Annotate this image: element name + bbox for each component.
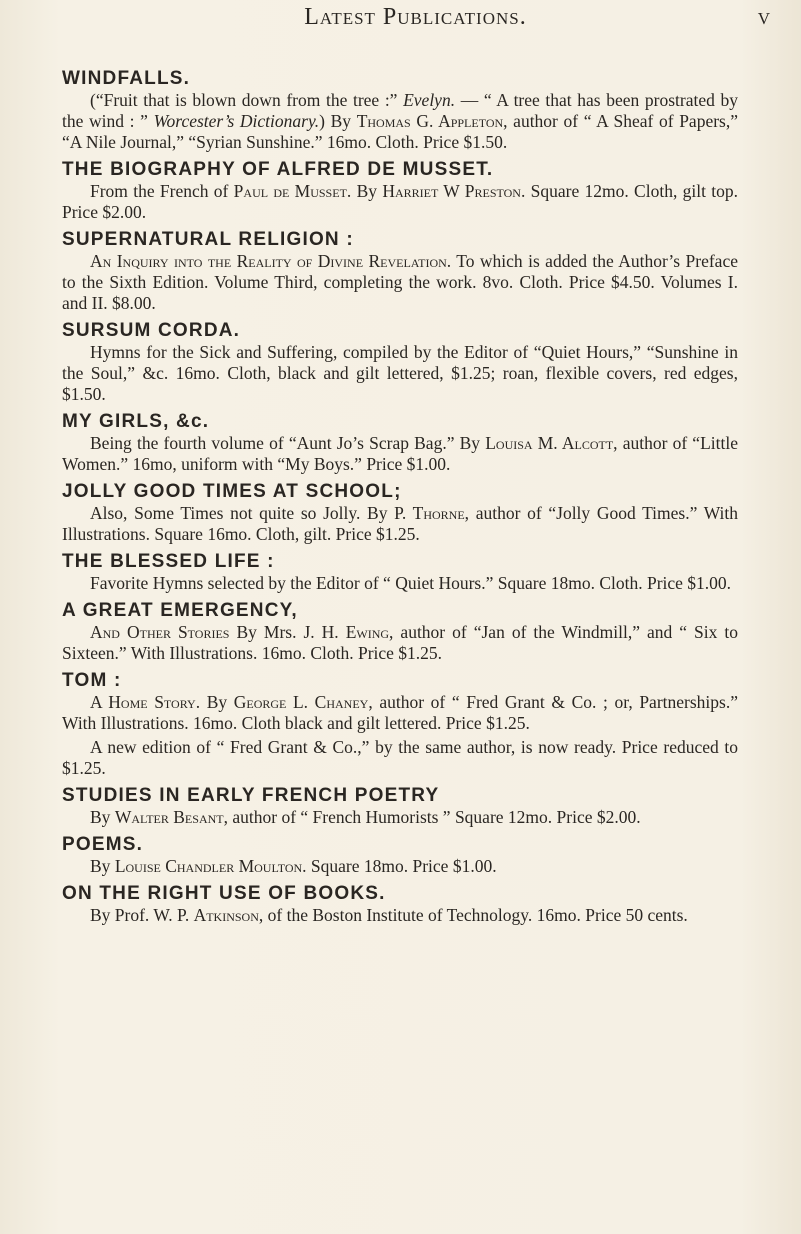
entry-description: [62, 573, 738, 594]
entry-title: MY GIRLS, &c.: [62, 411, 210, 432]
text-run: ) By: [319, 111, 357, 131]
publication-entry: [62, 834, 738, 877]
publication-entry: [62, 600, 738, 664]
entry-description: [62, 807, 738, 828]
publication-entry: [62, 411, 738, 475]
italic-text: Worcester’s Dictionary.: [153, 111, 320, 131]
name-text: Louise Chandler Moulton.: [114, 856, 307, 876]
text-run: Also, Some Times not quite so Jolly. By: [90, 503, 395, 523]
entry-description: [62, 90, 738, 153]
publication-entry: [62, 229, 738, 314]
name-text: P. Thorne,: [394, 503, 470, 523]
italic-text: Evelyn.: [403, 90, 456, 110]
entry-title: SUPERNATURAL RELIGION :: [62, 229, 354, 250]
text-run: By: [90, 856, 115, 876]
publication-entry: [62, 551, 738, 594]
entry-title: JOLLY GOOD TIMES AT SCHOOL;: [62, 481, 402, 502]
entry-description: [62, 905, 738, 926]
text-run: Being the fourth volume of “Aunt Jo’s Scrap Bag.” By: [90, 433, 486, 453]
entry-title: WINDFALLS.: [62, 68, 191, 89]
publication-entry: [62, 481, 738, 545]
text-run: author of “ French Humorists ” Square 12mo. Price $2.00.: [227, 807, 641, 827]
text-run: of the Boston Institute of Technology. 16mo. Price 50 cents.: [263, 905, 688, 925]
text-run: By: [90, 807, 115, 827]
text-run: From the French of: [90, 181, 234, 201]
text-run: By: [200, 692, 234, 712]
text-run: By Prof. W. P.: [90, 905, 194, 925]
entry-title: ON THE RIGHT USE OF BOOKS.: [62, 883, 386, 904]
name-text: Walter Besant,: [114, 807, 228, 827]
text-run: author of “Jolly Good Times.” With Illustrations. Square 16mo. Cloth, gilt. Price $1.25.: [62, 503, 739, 544]
publication-entry: [62, 159, 738, 223]
name-text: An Inquiry into the Reality of Divine Revelation.: [90, 251, 452, 271]
text-run: author of “Little Women.” 16mo, uniform with “My Boys.” Price $1.00.: [62, 433, 738, 474]
name-text: George L. Chaney,: [233, 692, 373, 712]
entry-description: [62, 433, 738, 475]
entry-description: [62, 342, 738, 405]
text-run: By: [351, 181, 383, 201]
name-text: Harriet W Preston.: [382, 181, 526, 201]
name-text: A Home Story.: [90, 692, 201, 712]
entry-description: [62, 181, 738, 223]
text-run: author of “ A Sheaf of Papers,” “A Nile Journal,” “Syrian Sunshine.” 16mo. Cloth. Price $1.50.: [62, 111, 739, 152]
text-run: Square 18mo. Price $1.00.: [306, 856, 497, 876]
page-number: v: [757, 4, 771, 30]
entry-description: [62, 856, 738, 877]
name-text: Atkinson,: [193, 905, 264, 925]
entry-description: [62, 692, 738, 734]
text-run: (“Fruit that is blown down from the tree :”: [90, 90, 404, 110]
text-run: A new edition of “ Fred Grant & Co.,” by the same author, is now ready. Price reduced to $1.25.: [62, 737, 738, 778]
text-run: Favorite Hymns selected by the Editor of “ Quiet Hours.” Square 18mo. Cloth. Price $1.00.: [90, 573, 732, 593]
text-run: author of “ Fred Grant & Co. ; or, Partnerships.” With Illustrations. 16mo. Cloth black and gilt lettered. Price $1.25.: [62, 692, 738, 733]
text-run: Square 12mo. Cloth, gilt top. Price $2.00.: [62, 181, 738, 222]
entry-description: [62, 737, 738, 779]
entry-title: THE BLESSED LIFE :: [62, 551, 275, 572]
entry-title: A GREAT EMERGENCY,: [62, 600, 298, 621]
name-text: Louisa M. Alcott,: [485, 433, 618, 453]
publication-entry: [62, 670, 738, 779]
name-text: Paul de Musset.: [233, 181, 352, 201]
publication-entry: [62, 320, 738, 405]
text-run: To which is added the Author’s Preface to the Sixth Edition. Volume Third, completing the work. 8vo. Cloth. Price $4.50. Volumes I. and II. $8.00.: [62, 251, 738, 313]
text-run: Hymns for the Sick and Suffering, compiled by the Editor of “Quiet Hours,” “Sunshine in the Soul,” &c. 16mo. Cloth, black and gilt lettered, $1.25; roan, flexible covers, red edges, $1.50.: [62, 342, 738, 404]
entry-title: SURSUM CORDA.: [62, 320, 241, 341]
entry-description: [62, 622, 738, 664]
text-run: By Mrs.: [229, 622, 304, 642]
text-run: — “ A tree that has been prostrated by the wind : ”: [62, 90, 739, 131]
entry-title: STUDIES IN EARLY FRENCH POETRY: [62, 785, 440, 806]
text-run: author of “Jan of the Windmill,” and “ Six to Sixteen.” With Illustrations. 16mo. Cloth. Price $1.25.: [62, 622, 738, 663]
running-header: [60, 4, 771, 40]
entry-title: POEMS.: [62, 834, 144, 855]
name-text: Thomas G. Appleton,: [356, 111, 508, 131]
name-text: J. H. Ewing,: [303, 622, 394, 642]
name-text: And Other Stories: [90, 622, 230, 642]
entry-title: TOM :: [62, 670, 122, 691]
running-title: Latest Publications.: [304, 4, 527, 30]
entry-description: [62, 251, 738, 314]
entry-description: [62, 503, 738, 545]
publication-entry: [62, 785, 738, 828]
publication-list: [62, 62, 738, 926]
entry-title: THE BIOGRAPHY OF ALFRED DE MUSSET.: [62, 159, 494, 180]
publication-entry: [62, 68, 738, 153]
publication-entry: [62, 883, 738, 926]
